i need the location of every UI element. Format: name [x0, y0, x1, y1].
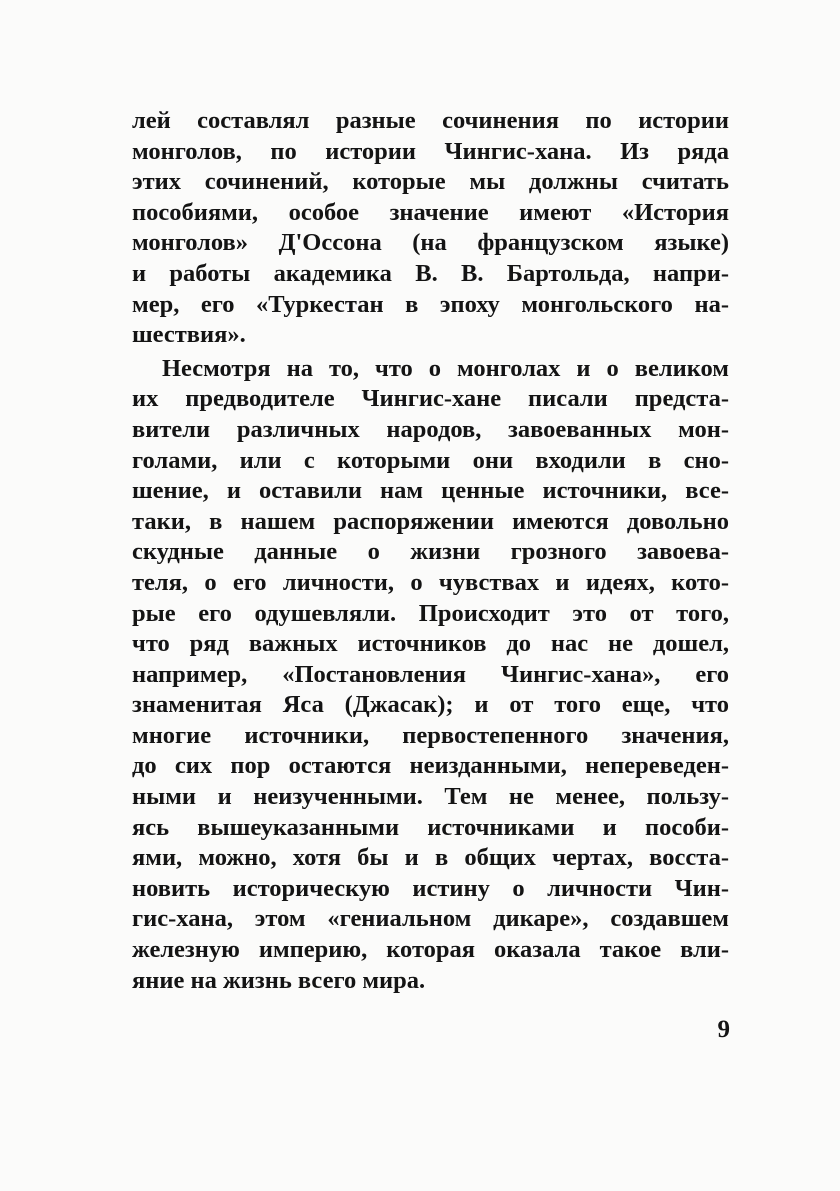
text-line: до сих пор остаются неизданными, непереведен- — [132, 752, 729, 780]
paragraph-2 — [132, 354, 729, 996]
text-line: железную империю, которая оказала такое вли- — [132, 936, 729, 964]
text-line: что ряд важных источников до нас не дошел, — [132, 630, 729, 658]
text-line: теля, о его личности, о чувствах и идеях, кото- — [132, 568, 729, 596]
text-line: пособиями, особое значение имеют «История — [132, 198, 729, 226]
text-line: ями, можно, хотя бы и в общих чертах, восста- — [132, 844, 729, 872]
text-line: знаменитая Яса (Джасак); и от того еще, что — [132, 691, 729, 719]
text-line: и работы академика В. В. Бартольда, напри- — [132, 259, 729, 287]
text-line: вители различных народов, завоеванных мон- — [132, 415, 729, 443]
text-line: новить историческую истину о личности Чин- — [132, 874, 729, 902]
text-line: монголов» Д'Оссона (на французском языке) — [132, 229, 729, 257]
text-line: шествия». — [132, 321, 246, 349]
text-line: мер, его «Туркестан в эпоху монгольского на- — [132, 290, 729, 318]
text-line: скудные данные о жизни грозного завоева- — [132, 538, 729, 566]
text-line: голами, или с которыми они входили в сно- — [132, 446, 729, 474]
text-line: таки, в нашем распоряжении имеются довольно — [132, 507, 729, 535]
text-line: например, «Постановления Чингис-хана», его — [132, 660, 729, 688]
text-line: лей составлял разные сочинения по истории — [132, 107, 729, 134]
text-line: многие источники, первостепенного значения, — [132, 721, 729, 749]
text-line: рые его одушевляли. Происходит это от того, — [132, 599, 729, 627]
body-text — [132, 106, 729, 996]
text-line: этих сочинений, которые мы должны считать — [132, 168, 729, 196]
text-line: гис-хана, этом «гениальном дикаре», создавшем — [132, 905, 729, 933]
text-line: шение, и оставили нам ценные источники, все- — [132, 477, 729, 505]
text-line: Несмотря на то, что о монголах и о великом — [162, 354, 729, 382]
text-line: монголов, по истории Чингис-хана. Из ряда — [132, 137, 729, 165]
page-number: 9 — [717, 1016, 730, 1043]
text-line: ясь вышеуказанными источниками и пособи- — [132, 813, 729, 841]
text-line: ными и неизученными. Тем не менее, пользу- — [132, 783, 729, 811]
text-line: их предводителе Чингис-хане писали предста- — [132, 385, 729, 413]
paragraph-1 — [132, 106, 729, 351]
text-line: яние на жизнь всего мира. — [132, 966, 426, 994]
